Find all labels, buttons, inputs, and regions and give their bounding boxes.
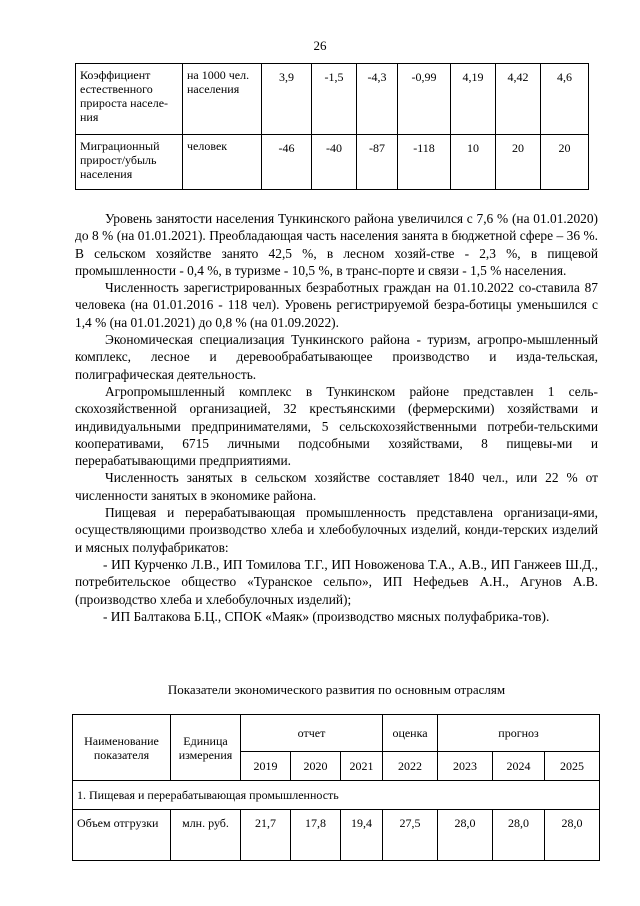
section-label: 1. Пищевая и перерабатывающая промышленность [73, 781, 600, 810]
indicator-cell: Объем отгрузки [73, 810, 171, 861]
value-cell: 20 [541, 135, 589, 190]
indicator-cell: Миграционный прирост/убыль населения [76, 135, 183, 190]
header-indicator: Наименование показателя [73, 715, 171, 781]
value-cell: -118 [398, 135, 451, 190]
header-report: отчет [241, 715, 383, 752]
value-cell: 27,5 [383, 810, 438, 861]
year-cell: 2025 [545, 752, 600, 781]
paragraph: Экономическая специализация Тункинского района - туризм, агропро-мышленный комплекс, лесное и деревообрабатывающее производство и изда-тельская, полиграфическая деятельность. [75, 332, 598, 382]
list-item: - ИП Балтакова Б.Ц., СПОК «Маяк» (производство мясных полуфабрика-тов). [103, 608, 550, 624]
list-item: - ИП Курченко Л.В., ИП Томилова Т.Г., ИП Новоженова Т.А., А.В., ИП Ганжеев Ш.Д., потребительское общество «Туранское сельпо», ИП Нефедьев А.Н., Агунов А.В. (производство хлеба и хлебобулочных изделий); [75, 556, 598, 607]
body-text [75, 210, 598, 625]
value-cell: 28,0 [438, 810, 493, 861]
indicator-cell: Коэффициент естественного прироста населе-ния [76, 64, 183, 135]
header-estimate: оценка [383, 715, 438, 752]
year-cell: 2022 [383, 752, 438, 781]
header-row [73, 715, 600, 752]
value-cell: -0,99 [398, 64, 451, 135]
value-cell: 4,6 [541, 64, 589, 135]
paragraph: Агропромышленный комплекс в Тункинском районе представлен 1 сель-скохозяйственной организацией, 32 крестьянскими (фермерскими) хозяйствами и индивидуальными предпринимателями, 5 сельскохозяйственными потреби-тельскими кооперативами, 6715 личными подсобными хозяйствами, 8 пищевы-ми и перерабатывающими предприятиями. [75, 383, 598, 469]
value-cell: 28,0 [493, 810, 545, 861]
value-cell: -4,3 [357, 64, 398, 135]
value-cell: -87 [357, 135, 398, 190]
year-cell: 2020 [291, 752, 341, 781]
value-cell: 20 [496, 135, 541, 190]
header-forecast: прогноз [438, 715, 600, 752]
unit-cell: на 1000 чел. населения [183, 64, 262, 135]
unit-cell: человек [183, 135, 262, 190]
value-cell: 4,42 [496, 64, 541, 135]
value-cell: -46 [262, 135, 312, 190]
economic-indicators-table [72, 714, 600, 861]
table-row [76, 64, 589, 135]
paragraph: Численность занятых в сельском хозяйстве составляет 1840 чел., или 22 % от численности занятых в экономике района. [75, 470, 598, 503]
value-cell: 3,9 [262, 64, 312, 135]
year-cell: 2023 [438, 752, 493, 781]
year-cell: 2019 [241, 752, 291, 781]
table-title: Показатели экономического развития по основным отраслям [167, 682, 506, 697]
table-row [73, 810, 600, 861]
year-cell: 2021 [341, 752, 383, 781]
value-cell: -1,5 [312, 64, 357, 135]
paragraph: Численность зарегистрированных безработных граждан на 01.10.2022 со-ставила 87 человека (на 01.01.2016 - 118 чел). Уровень регистрируемой безра-ботицы уменьшился с 1,4 % (на 01.01.2021) до 0,8 % (на 01.09.2022). [75, 280, 598, 330]
header-unit: Единица измерения [171, 715, 241, 781]
value-cell: 10 [451, 135, 496, 190]
value-cell: -40 [312, 135, 357, 190]
value-cell: 28,0 [545, 810, 600, 861]
value-cell: 21,7 [241, 810, 291, 861]
unit-cell: млн. руб. [171, 810, 241, 861]
table-row [76, 135, 589, 190]
paragraph: Пищевая и перерабатывающая промышленность представлена организаци-ями, осуществляющими производство хлеба и хлебобулочных изделий, конди-терских изделий и мясных полуфабрикатов: [75, 505, 598, 555]
value-cell: 4,19 [451, 64, 496, 135]
section-row [73, 781, 600, 810]
value-cell: 19,4 [341, 810, 383, 861]
demographics-table [75, 63, 589, 190]
year-cell: 2024 [493, 752, 545, 781]
value-cell: 17,8 [291, 810, 341, 861]
page-number: 26 [313, 38, 327, 53]
paragraph: Уровень занятости населения Тункинского района увеличился с 7,6 % (на 01.01.2020) до 8 % (на 01.01.2021). Преобладающая часть населения занята в бюджетной сфере – 36 %. В сельском хозяйстве занято 42,5 %, в лесном хозяй-стве - 2,3 %, в пищевой промышленности - 0,4 %, в туризме - 10,5 %, в транс-порте и связи - 1,5 % населения. [75, 211, 598, 278]
